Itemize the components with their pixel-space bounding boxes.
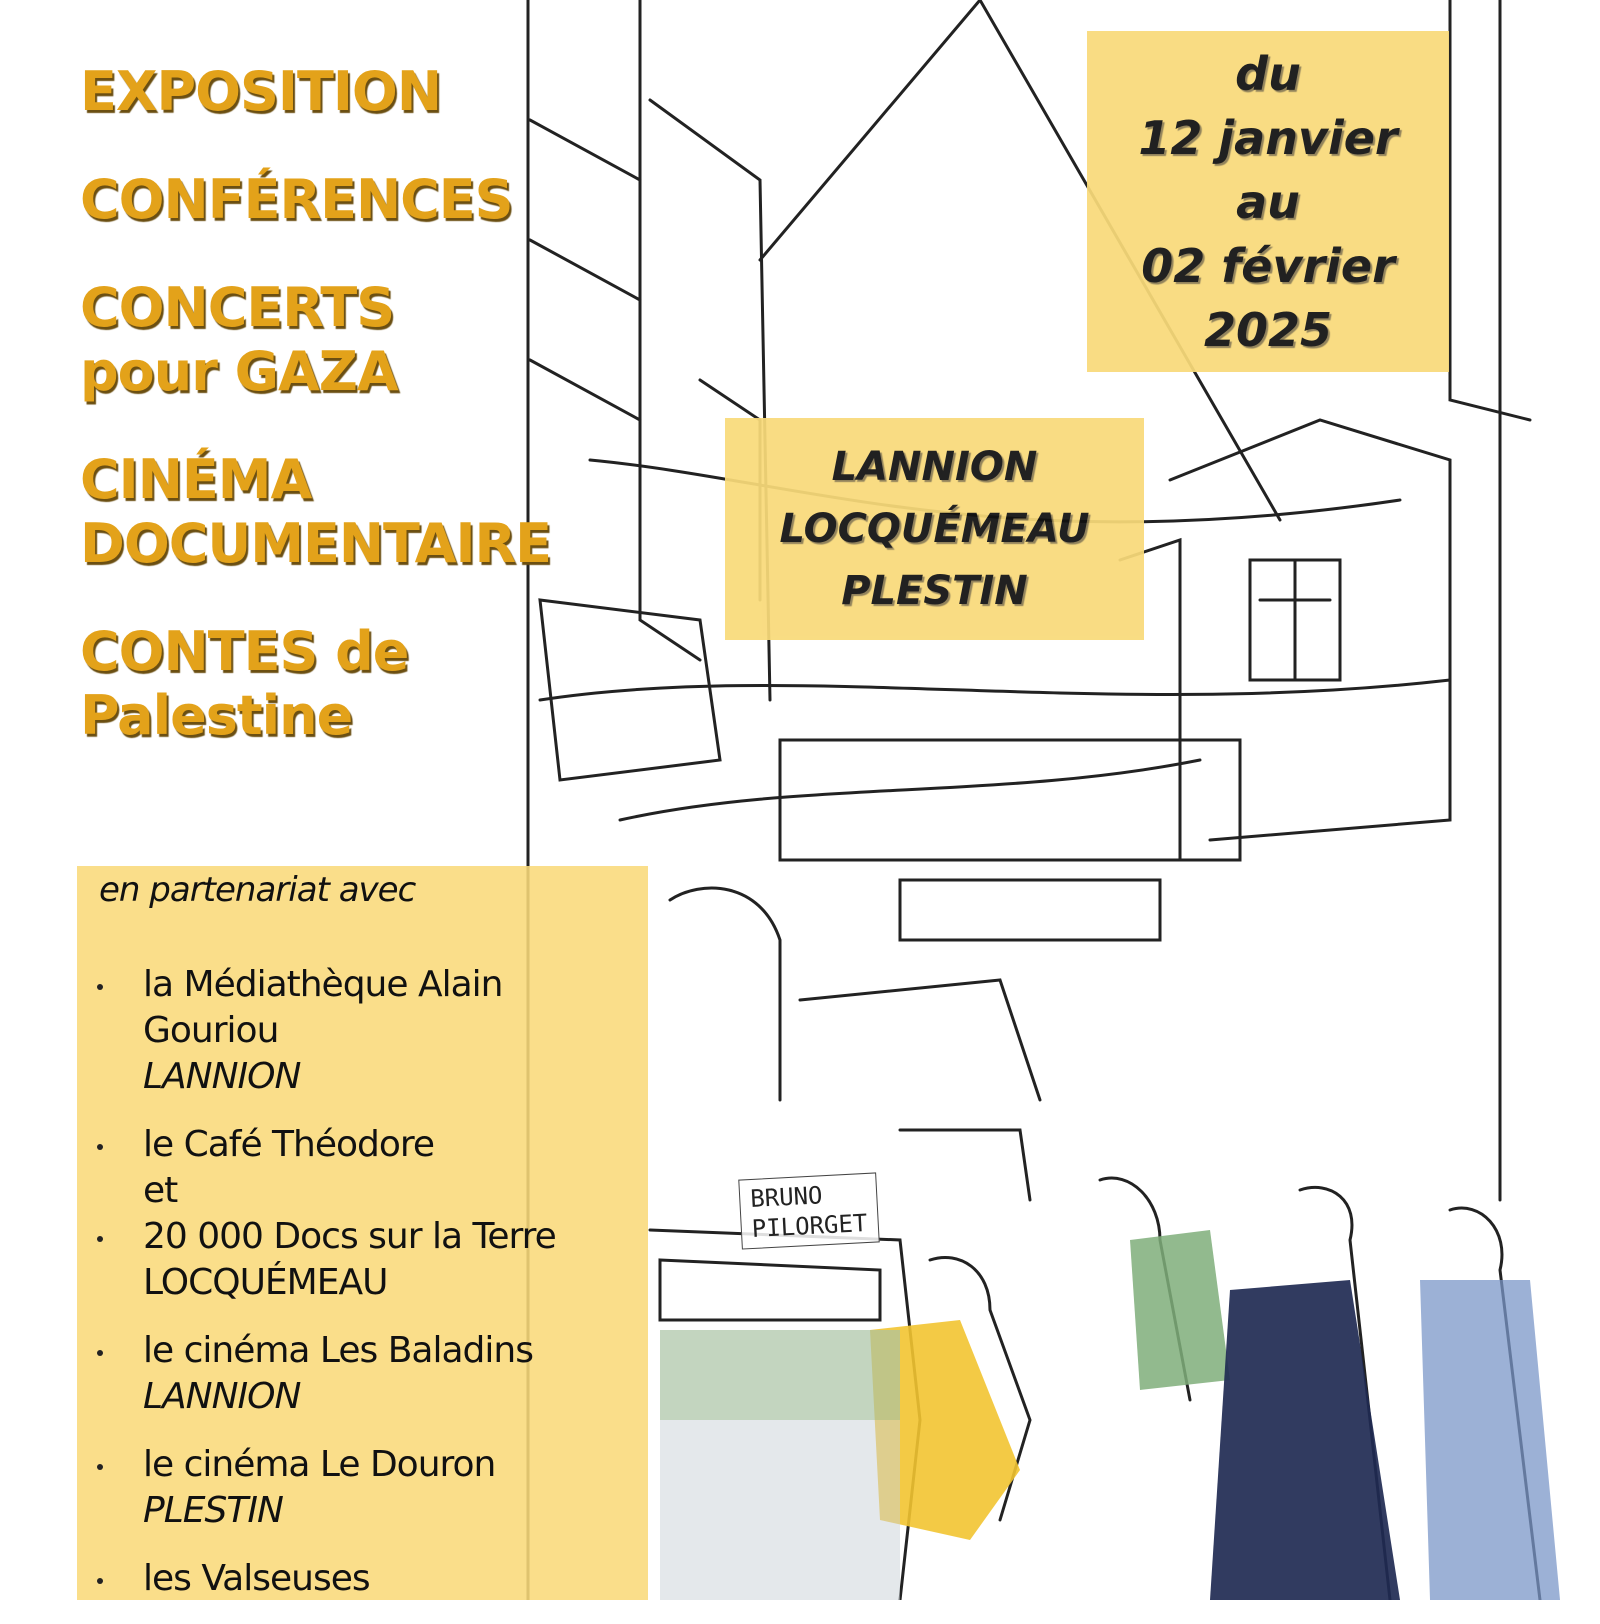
partner-name: le cinéma Les Baladins	[143, 1330, 533, 1371]
town-lannion: LANNION	[831, 444, 1038, 490]
bullet-icon	[97, 1236, 103, 1242]
bullet-icon	[97, 1350, 103, 1356]
list-item	[77, 1442, 648, 1534]
program-item-concerts: CONCERTS pour GAZA	[80, 276, 398, 403]
partner-name: les Valseuses	[143, 1558, 370, 1599]
towns-box	[725, 418, 1144, 640]
date-line-du: du	[1235, 46, 1301, 101]
date-line-au: au	[1236, 174, 1300, 229]
list-item	[77, 1122, 648, 1214]
bullet-icon	[97, 1144, 103, 1150]
date-box	[1087, 31, 1449, 372]
bullet-icon	[97, 1578, 103, 1584]
program-item-cinema: CINÉMA DOCUMENTAIRE	[80, 448, 552, 575]
program-list	[80, 60, 640, 792]
date-line-year: 2025	[1203, 302, 1333, 357]
partners-box	[77, 866, 648, 1600]
artist-signature: BRUNO PILORGET	[738, 1172, 879, 1249]
partner-name: 20 000 Docs sur la Terre	[143, 1216, 556, 1257]
partner-name: le Café Théodore et	[143, 1124, 435, 1211]
program-item-conferences: CONFÉRENCES	[80, 168, 513, 231]
list-item	[77, 1328, 648, 1420]
partners-list	[77, 962, 648, 1624]
bullet-icon	[97, 1464, 103, 1470]
partner-town: LANNION	[143, 1056, 301, 1097]
town-plestin: PLESTIN	[841, 568, 1028, 614]
list-item	[77, 1556, 648, 1602]
partner-name: le cinéma Le Douron	[143, 1444, 496, 1485]
program-item-contes: CONTES de Palestine	[80, 620, 409, 747]
partners-heading: en partenariat avec	[99, 870, 416, 910]
bullet-icon	[97, 984, 103, 990]
date-line-end: 02 février	[1141, 238, 1395, 293]
date-line-start: 12 janvier	[1138, 110, 1398, 165]
list-item	[77, 1214, 648, 1306]
list-item	[77, 962, 648, 1100]
partner-name: la Médiathèque Alain Gouriou	[143, 964, 503, 1051]
partner-town: LANNION	[143, 1376, 301, 1417]
program-item-exposition: EXPOSITION	[80, 60, 442, 123]
partner-town: LOCQUÉMEAU	[143, 1262, 388, 1303]
town-locquemeau: LOCQUÉMEAU	[779, 506, 1090, 552]
partner-town: PLESTIN	[143, 1490, 283, 1531]
